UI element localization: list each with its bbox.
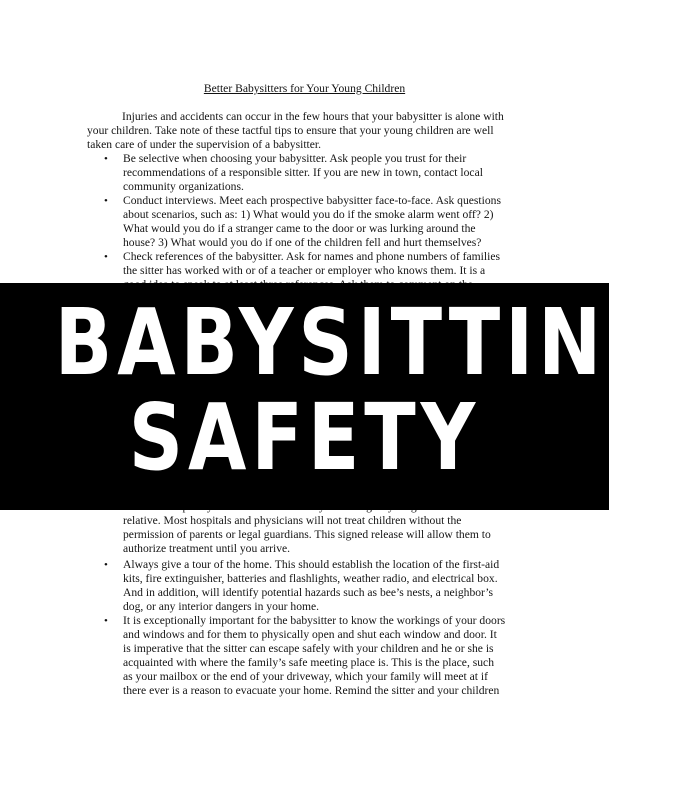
bullet-line: the sitter has worked with or of a teacher or employer who knows them. It is a — [123, 264, 486, 277]
bullet-line: there ever is a reason to evacuate your home. Remind the sitter and your children — [123, 684, 500, 697]
bullet-marker: • — [104, 195, 108, 207]
bullet-line: What would you do if a stranger came to the door or was lurking around the — [123, 222, 476, 235]
banner-title-line-1: BABYSITTING — [54, 289, 673, 396]
intro-line: taken care of under the supervision of a babysitter. — [87, 138, 322, 151]
banner-title-line-2: SAFETY — [128, 384, 481, 491]
bullet-line: and windows and for them to physically open and shut each window and door. It — [123, 628, 497, 641]
bullet-marker: • — [104, 615, 108, 627]
title-banner — [0, 283, 673, 510]
bullet-line: authorize treatment until you arrive. — [123, 542, 291, 555]
bullet-line: house? 3) What would you do if one of the children fell and hurt themselves? — [123, 236, 482, 249]
bullet-line: relative. Most hospitals and physicians will not treat children without the — [123, 514, 462, 527]
bullet-line: permission of parents or legal guardians. This signed release will allow them to — [123, 528, 491, 541]
bullet-line: recommendations of a responsible sitter. If you are new in town, contact local — [123, 166, 483, 179]
intro-line: your children. Take note of these tactful tips to ensure that your young children are well — [87, 124, 494, 137]
bullet-marker: • — [104, 153, 108, 165]
bullet-line: about scenarios, such as: 1) What would you do if the smoke alarm went off? 2) — [123, 208, 494, 221]
bullet-line: Always give a tour of the home. This should establish the location of the first-aid — [123, 558, 500, 571]
bullet-marker: • — [104, 559, 108, 571]
bullet-line: kits, fire extinguisher, batteries and flashlights, weather radio, and electrical box. — [123, 572, 498, 585]
bullet-line: It is exceptionally important for the babysitter to know the workings of your doors — [123, 614, 506, 627]
bullet-line: as your mailbox or the end of your driveway, which your family will meet at if — [123, 670, 488, 683]
bullet-line: Check references of the babysitter. Ask for names and phone numbers of families — [123, 250, 500, 263]
bullet-line: is imperative that the sitter can escape safely with your children and he or she is — [123, 642, 494, 655]
bullet-line: dog, or any interior dangers in your home. — [123, 600, 320, 613]
bullet-line: And in addition, will identify potential hazards such as bee’s nests, a neighbor’s — [123, 586, 494, 599]
bullet-line: acquainted with where the family’s safe meeting place is. This is the place, such — [123, 656, 494, 669]
bullet-marker: • — [104, 251, 108, 263]
bullet-line: Conduct interviews. Meet each prospective babysitter face-to-face. Ask questions — [123, 194, 501, 207]
document-title: Better Babysitters for Your Young Children — [203, 82, 406, 95]
intro-line: Injuries and accidents can occur in the few hours that your babysitter is alone with — [122, 110, 504, 123]
bullet-line: Be selective when choosing your babysitter. Ask people you trust for their — [123, 152, 467, 165]
bullet-line: community organizations. — [123, 180, 244, 193]
